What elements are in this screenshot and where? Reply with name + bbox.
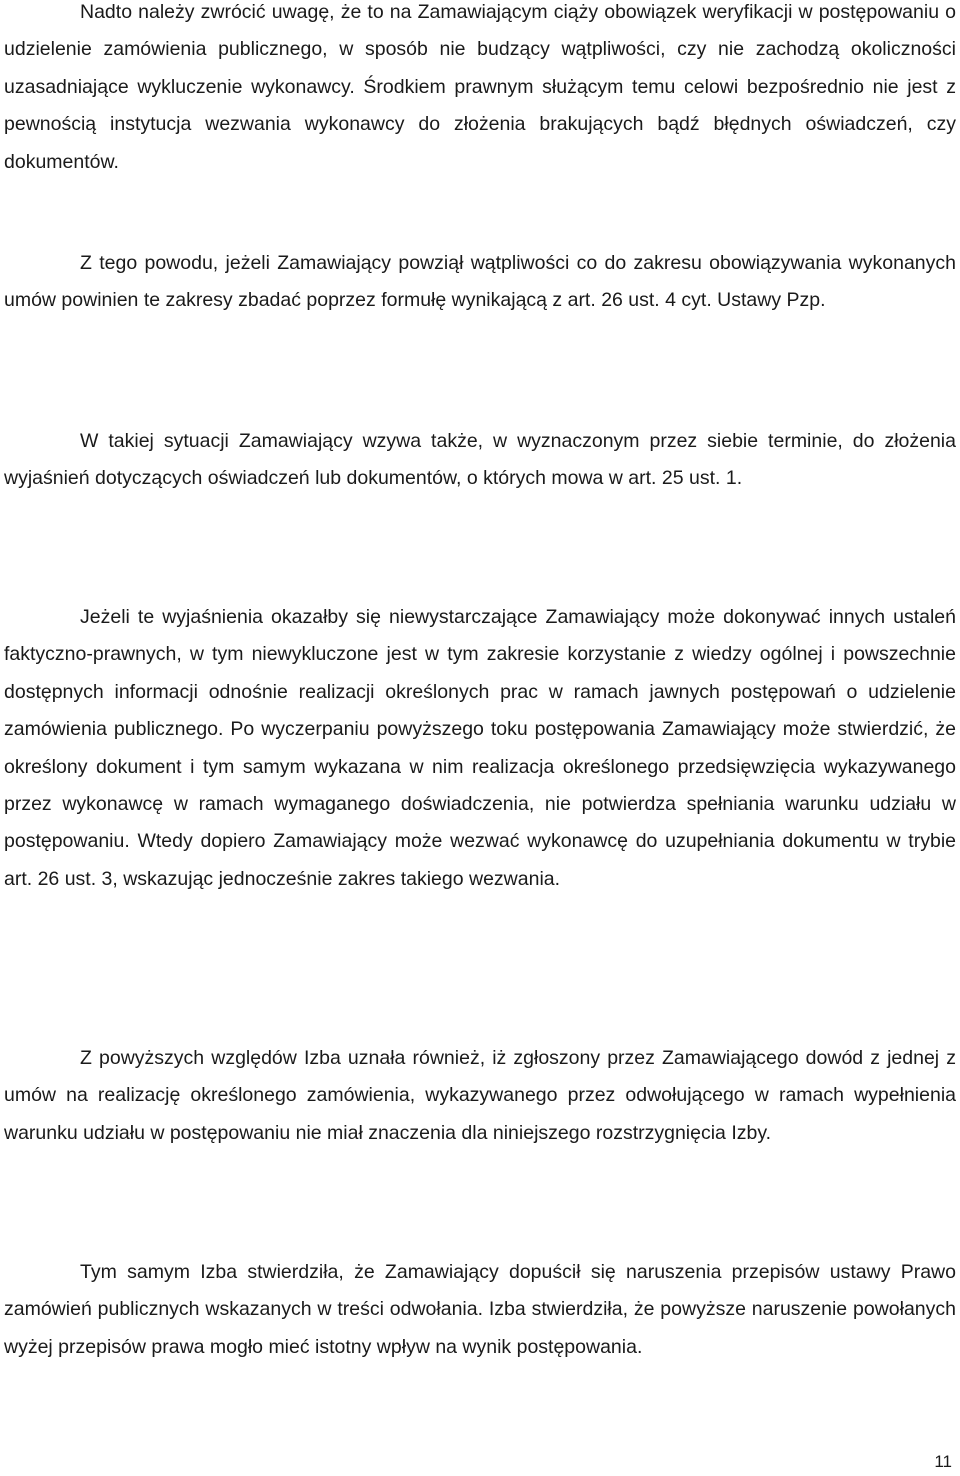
paragraph-scope-of-contracts: Z tego powodu, jeżeli Zamawiający powziął wątpliwości co do zakresu obowiązywania wykonanych umów powinien te zakresy zbadać poprzez formułę wynikającą z art. 26 ust. 4 cyt. Ustawy Pzp. [4, 252, 956, 312]
paragraph-verification-duty: Nadto należy zwrócić uwagę, że to na Zamawiającym ciąży obowiązek weryfikacji w postępowaniu o udzielenie zamówienia publicznego, w sposób nie budzący wątpliwości, czy nie zachodzą okoliczności uzasadniające wykluczenie wykonawcy. Środkiem prawnym służącym temu celowi bezpośrednio nie jest z pewnością instytucja wezwania wykonawcy do złożenia brakujących bądź błędnych oświadczeń, czy dokumentów. [4, 1, 956, 173]
paragraph-conclusion: Tym samym Izba stwierdziła, że Zamawiający dopuścił się naruszenia przepisów ustawy Prawo zamówień publicznych wskazanych w treści odwołania. Izba stwierdziła, że powyższe naruszenie powołanych wyżej przepisów prawa mogło mieć istotny wpływ na wynik postępowania. [4, 1261, 956, 1358]
document-page [4, 0, 956, 1476]
paragraph-request-for-explanations: W takiej sytuacji Zamawiający wzywa także, w wyznaczonym przez siebie terminie, do złożenia wyjaśnień dotyczących oświadczeń lub dokumentów, o których mowa w art. 25 ust. 1. [4, 430, 956, 490]
page-number: 11 [934, 1452, 952, 1471]
paragraph-further-findings: Jeżeli te wyjaśnienia okazałby się niewystarczające Zamawiający może dokonywać innych ustaleń faktyczno-prawnych, w tym niewykluczone jest w tym zakresie korzystanie z wiedzy ogólnej i powszechnie dostępnych informacji odnośnie realizacji określonych prac w ramach jawnych postępowań o udzielenie zamówienia publicznego. Po wyczerpaniu powyższego toku postępowania Zamawiający może stwierdzić, że określony dokument i tym samym wykazana w nim realizacja określonego przedsięwzięcia wykazywanego przez wykonawcę w ramach wymaganego doświadczenia, nie potwierdza spełniania warunku udziału w postępowaniu. Wtedy dopiero Zamawiający może wezwać wykonawcę do uzupełniania dokumentu w trybie art. 26 ust. 3, wskazując jednocześnie zakres takiego wezwania. [4, 606, 956, 890]
paragraph-evidence-irrelevance: Z powyższych względów Izba uznała również, iż zgłoszony przez Zamawiającego dowód z jednej z umów na realizację określonego zamówienia, wykazywanego przez odwołującego w ramach wypełnienia warunku udziału w postępowaniu nie miał znaczenia dla niniejszego rozstrzygnięcia Izby. [4, 1047, 956, 1144]
